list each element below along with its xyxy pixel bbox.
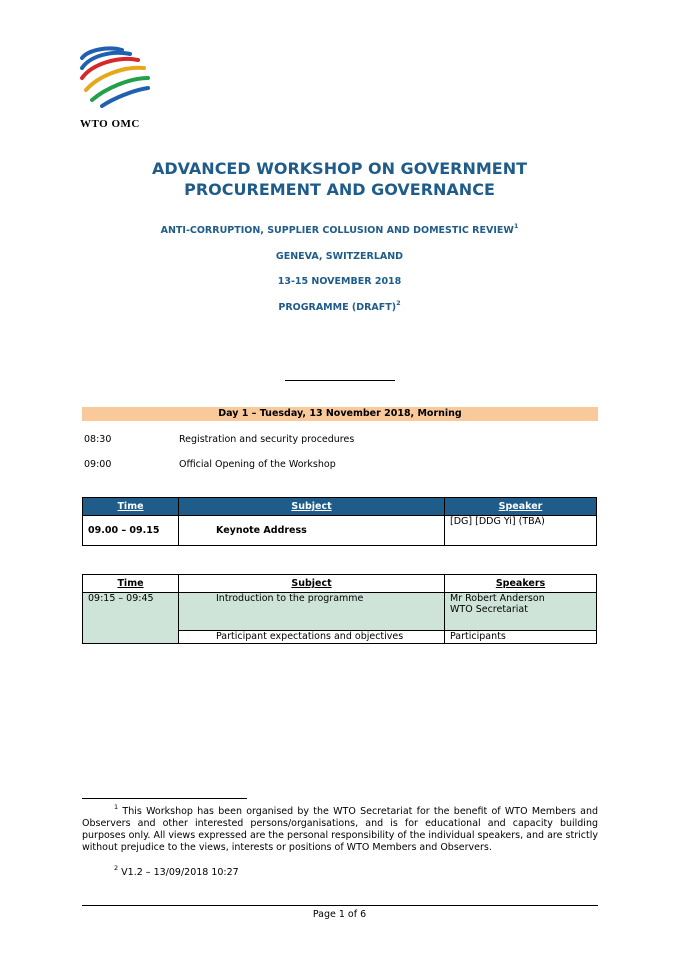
wto-logo [78,44,154,110]
page-title [0,158,679,200]
keynote-time: 09.00 – 09.15 [83,516,179,546]
item-text: Official Opening of the Workshop [179,459,336,470]
location: GENEVA, SWITZERLAND [275,251,404,262]
title-line-2: PROCUREMENT AND GOVERNANCE [184,180,495,199]
introduction-table [82,574,597,644]
speaker-org: WTO Secretariat [450,604,528,615]
col-speakers: Speakers [445,575,597,593]
item-text: Registration and security procedures [179,434,355,445]
col-speaker: Speaker [445,498,597,516]
subtitle: ANTI-CORRUPTION, SUPPLIER COLLUSION AND DOMESTIC REVIEW$^1$ [160,222,519,236]
footnote-2-mark: 2 [114,864,119,872]
intro-speaker [445,593,597,631]
footnote-ref-2: 2 [396,299,401,307]
footnote-separator [82,798,247,799]
page-number: Page 1 of 6 [312,909,367,920]
logo-text: WTO OMC [80,118,140,130]
title-line-1: ADVANCED WORKSHOP ON GOVERNMENT [151,159,528,178]
footer-separator [82,905,598,906]
footnote-ref-1: 1 [513,222,519,230]
keynote-subject: Keynote Address [179,516,445,546]
col-time: Time [83,498,179,516]
dates: 13-15 NOVEMBER 2018 [277,276,402,287]
keynote-table [82,497,597,546]
item-time: 09:00 [84,459,112,470]
expectations-speaker: Participants [445,631,597,644]
expectations-subject: Participant expectations and objectives [179,631,445,644]
col-time: Time [83,575,179,593]
intro-subject: Introduction to the programme [179,593,445,631]
footnote-2: $^2$ V1.2 – 13/09/2018 10:27 [114,864,239,878]
day-header: Day 1 – Tuesday, 13 November 2018, Morning [82,407,598,421]
item-time: 08:30 [84,434,112,445]
separator [285,380,395,381]
programme-label: PROGRAMME (DRAFT)$^2$ [278,299,401,313]
col-subject: Subject [179,575,445,593]
footnote-1-mark: 1 [114,803,119,811]
col-subject: Subject [179,498,445,516]
speaker-name: Mr Robert Anderson [450,593,545,604]
footnote-1: $^1$ This Workshop has been organised by the WTO Secretariat for the benefit of WTO Members and Observers and other interested persons/organisations, and is for educational and capacity building purposes only. All views expressed are the personal responsibility of the individual speakers, and are strictly without prejudice to the views, interests or positions of WTO Members and Observers. [82,803,598,853]
intro-time: 09:15 – 09:45 [83,593,179,644]
keynote-speaker: [DG] [DDG Yi] (TBA) [445,516,597,546]
